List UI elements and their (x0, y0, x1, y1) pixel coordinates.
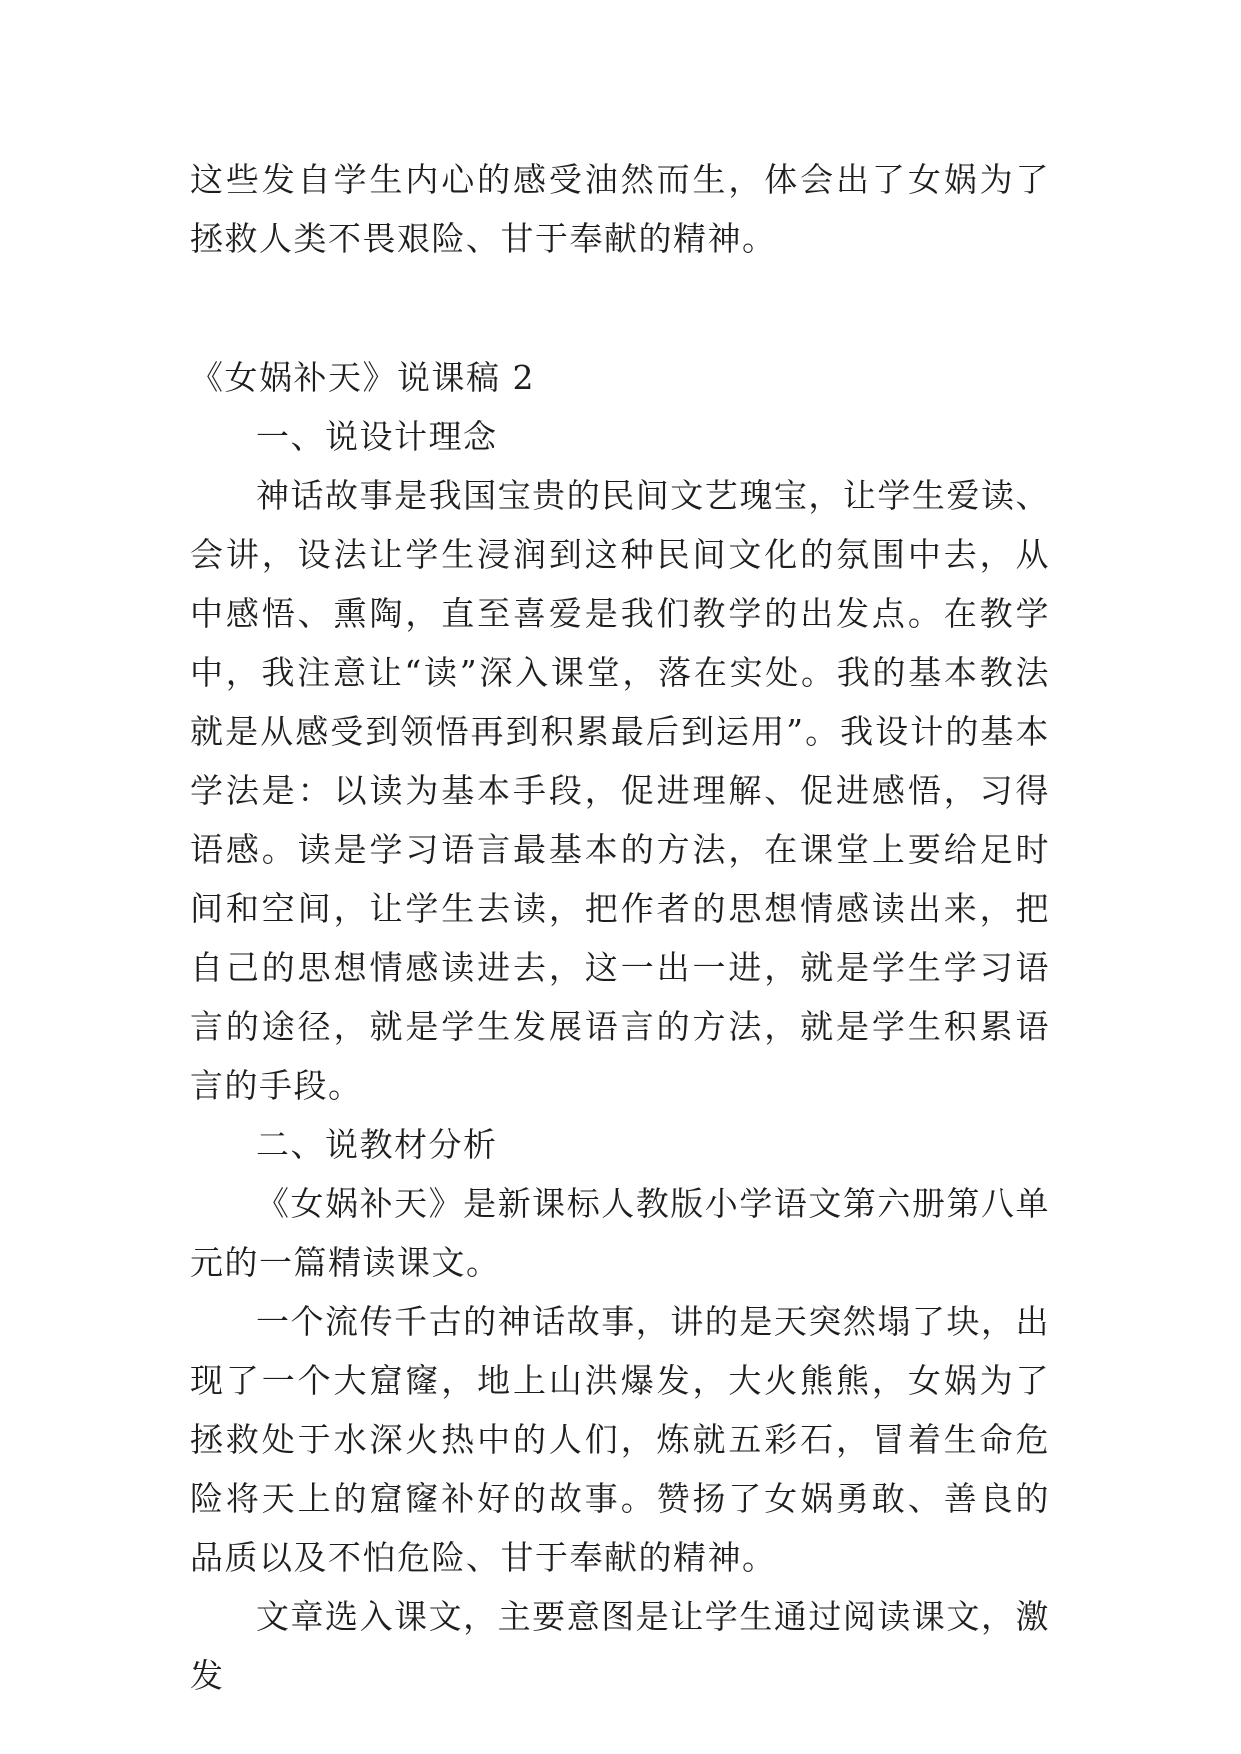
design-concept-paragraph: 神话故事是我国宝贵的民间文艺瑰宝，让学生爱读、会讲，设法让学生浸润到这种民间文化的氛围中去，从中感悟、熏陶，直至喜爱是我们教学的出发点。在教学中，我注意让“读”深入课堂，落在实处。我的基本教法就是从感受到领悟再到积累最后到运用”。我设计的基本学法是：以读为基本手段，促进理解、促进感悟，习得语感。读是学习语言最基本的方法，在课堂上要给足时间和空间，让学生去读，把作者的思想情感读出来，把自己的思想情感读进去，这一出一进，就是学生学习语言的途径，就是学生发展语言的方法，就是学生积累语言的手段。 (190, 476, 1050, 1105)
section-heading-textbook-analysis: 二、说教材分析 (256, 1125, 498, 1164)
textbook-analysis-paragraph-2: 一个流传千古的神话故事，讲的是天突然塌了块，出现了一个大窟窿，地上山洪爆发，大火熊熊，女娲为了拯救处于水深火热中的人们，炼就五彩石，冒着生命危险将天上的窟窿补好的故事。赞扬了女娲勇敢、善良的品质以及不怕危险、甘于奉献的精神。 (190, 1302, 1050, 1577)
section-heading-design-concept: 一、说设计理念 (256, 417, 498, 456)
textbook-analysis-paragraph-1: 《女娲补天》是新课标人教版小学语文第六册第八单元的一篇精读课文。 (190, 1184, 1050, 1282)
document-page (190, 150, 1050, 1705)
textbook-analysis-paragraph-3: 文章选入课文，主要意图是让学生通过阅读课文，激发 (190, 1597, 1050, 1695)
continuation-paragraph: 这些发自学生内心的感受油然而生，体会出了女娲为了拯救人类不畏艰险、甘于奉献的精神。 (190, 160, 1050, 258)
document-title: 《女娲补天》说课稿 2 (190, 358, 535, 397)
